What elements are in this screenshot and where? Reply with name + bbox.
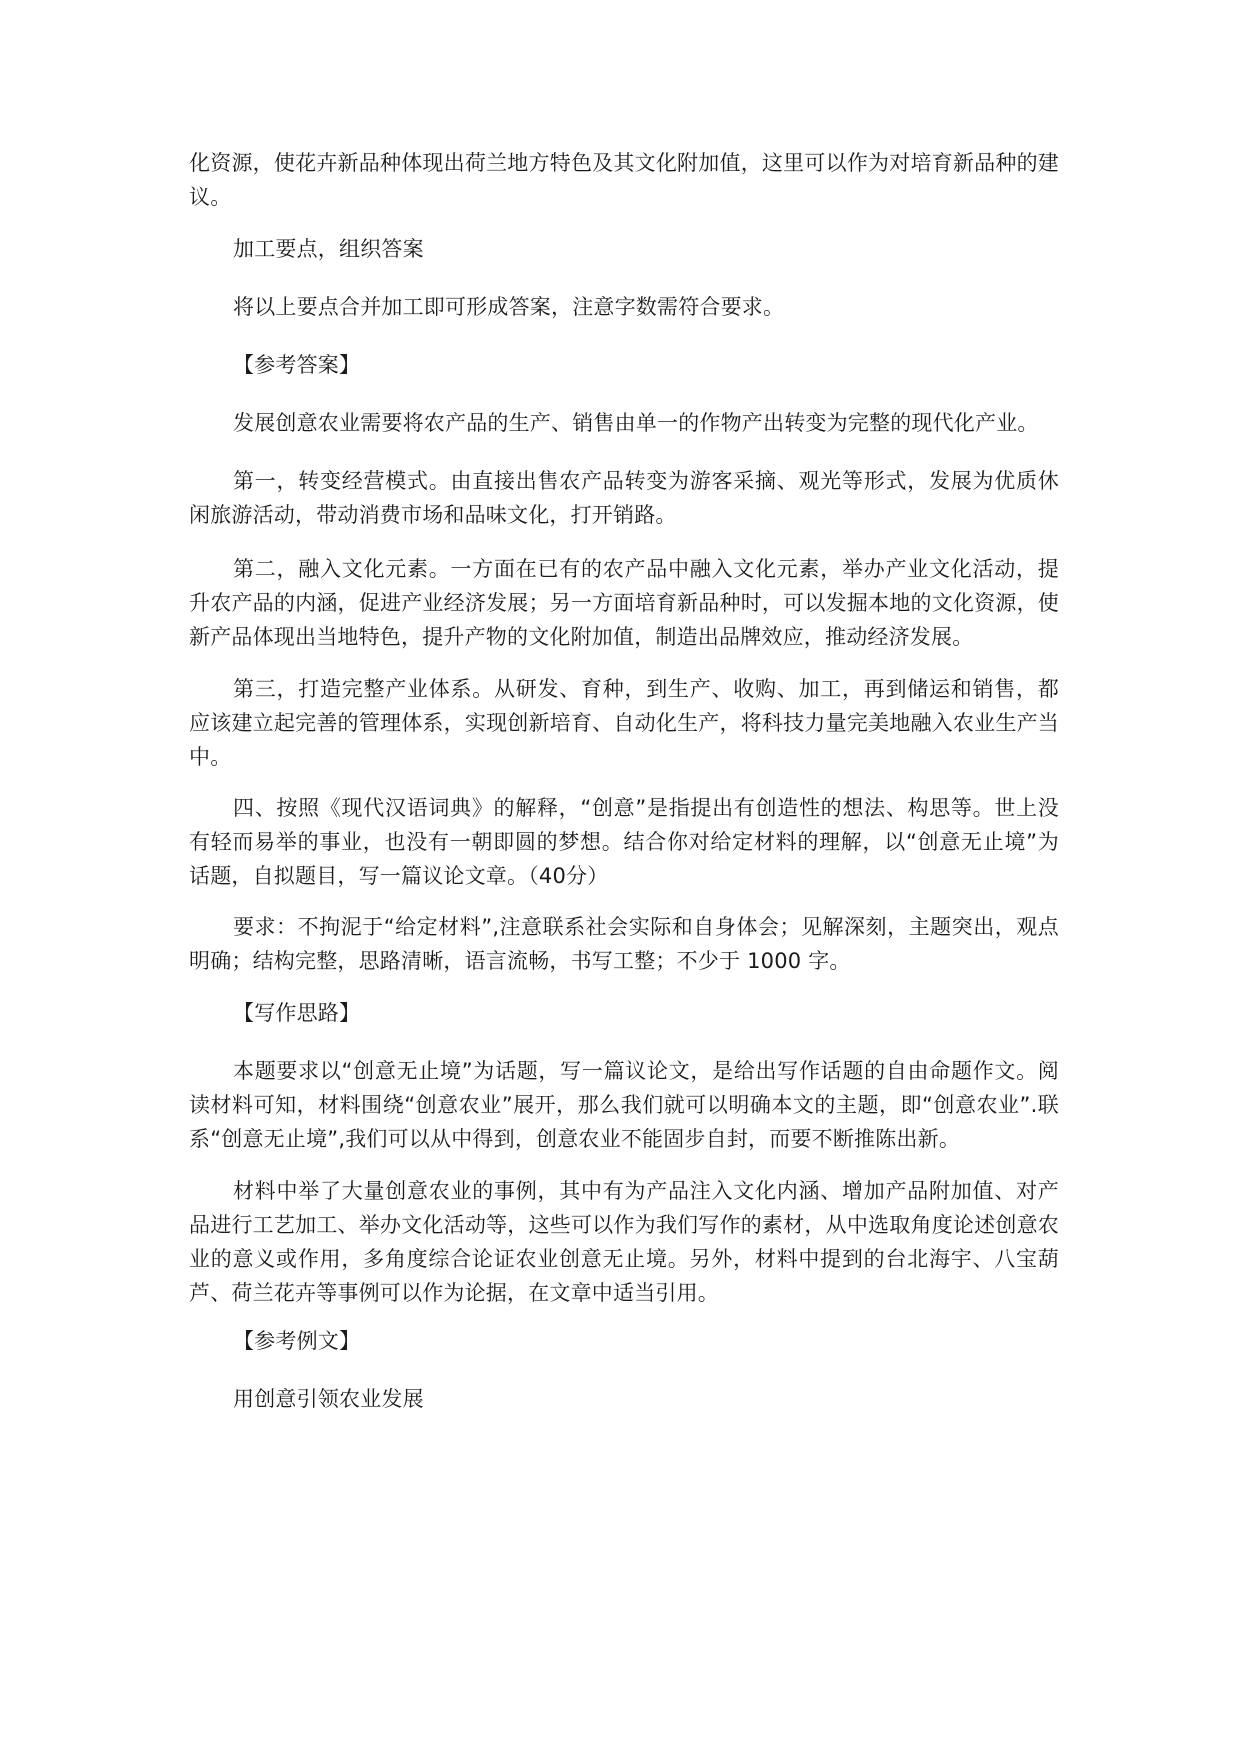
paragraph-point-one: 第一，转变经营模式。由直接出售农产品转变为游客采摘、观光等形式，发展为优质休闲旅游活动，带动消费市场和品味文化，打开销路。 (189, 469, 1059, 527)
section-label-writing-approach: 【写作思路】 (233, 1001, 361, 1025)
paragraph-requirements: 要求：不拘泥于“给定材料”,注意联系社会实际和自身体会；见解深刻，主题突出，观点明确；结构完整，思路清晰，语言流畅，书写工整；不少于 1000 字。 (189, 915, 1059, 973)
paragraph-point-three: 第三，打造完整产业体系。从研发、育种，到生产、收购、加工，再到储运和销售，都应该建立起完善的管理体系，实现创新培育、自动化生产，将科技力量完美地融入农业生产当中。 (189, 677, 1059, 769)
paragraph-point-two: 第二，融入文化元素。一方面在已有的农产品中融入文化元素，举办产业文化活动，提升农产品的内涵，促进产业经济发展；另一方面培育新品种时，可以发掘本地的文化资源，使新产品体现出当地特色，提升产物的文化附加值，制造出品牌效应，推动经济发展。 (189, 557, 1059, 649)
paragraph-question-four: 四、按照《现代汉语词典》的解释，“创意”是指提出有创造性的想法、构思等。世上没有轻而易举的事业，也没有一朝即圆的梦想。结合你对给定材料的理解，以“创意无止境”为话题，自拟题目，写一篇议论文章。（40分） (189, 796, 1059, 888)
paragraph-heading-process-points: 加工要点，组织答案 (233, 237, 424, 261)
paragraph-answer-intro: 发展创意农业需要将农产品的生产、销售由单一的作物产出转变为完整的现代化产业。 (233, 411, 1039, 435)
section-label-reference-answer: 【参考答案】 (233, 353, 361, 377)
paragraph-writing-approach-1: 本题要求以“创意无止境”为话题，写一篇议论文，是给出写作话题的自由命题作文。阅读材料可知，材料围绕“创意农业”展开，那么我们就可以明确本文的主题，即“创意农业”.联系“创意无止境”,我们可以从中得到，创意农业不能固步自封，而要不断推陈出新。 (189, 1059, 1059, 1151)
paragraph-combine-points: 将以上要点合并加工即可形成答案，注意字数需符合要求。 (233, 295, 785, 319)
essay-title: 用创意引领农业发展 (233, 1387, 424, 1411)
paragraph-continuation: 化资源，使花卉新品种体现出荷兰地方特色及其文化附加值，这里可以作为对培育新品种的建议。 (189, 151, 1059, 209)
paragraph-writing-approach-2: 材料中举了大量创意农业的事例，其中有为产品注入文化内涵、增加产品附加值、对产品进行工艺加工、举办文化活动等，这些可以作为我们写作的素材，从中选取角度论述创意农业的意义或作用，多角度综合论证农业创意无止境。另外，材料中提到的台北海宇、八宝葫芦、荷兰花卉等事例可以作为论据，在文章中适当引用。 (189, 1179, 1059, 1305)
section-label-sample-essay: 【参考例文】 (233, 1329, 361, 1353)
